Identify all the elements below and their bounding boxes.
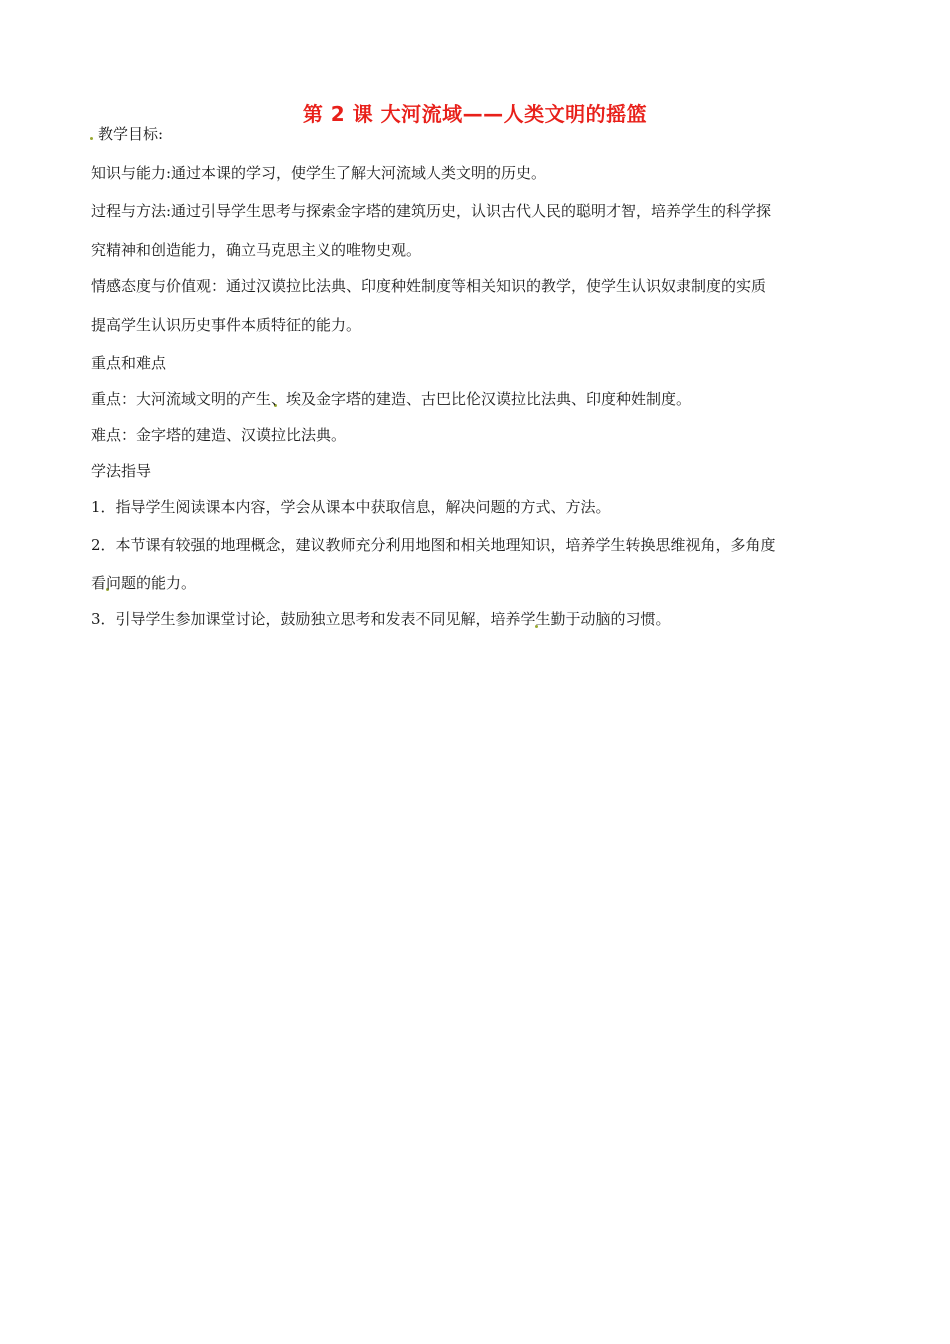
paragraph-attitude-1: 情感态度与价值观：通过汉谟拉比法典、印度种姓制度等相关知识的教学，使学生认识奴隶制度的实质 (91, 277, 767, 295)
section-heading-key-points: 重点和难点 (91, 354, 167, 372)
list-item-1: 1．指导学生阅读课本内容，学会从课本中获取信息，解决问题的方式、方法。 (91, 498, 611, 516)
paragraph-difficulty: 难点：金字塔的建造、汉谟拉比法典。 (91, 426, 347, 444)
document-title: 第 2 课 大河流域——人类文明的摇篮 (302, 102, 648, 126)
paragraph-attitude-2: 提高学生认识历史事件本质特征的能力。 (91, 316, 362, 334)
paragraph-process-1: 过程与方法:通过引导学生思考与探索金字塔的建筑历史，认识古代人民的聪明才智，培养学生的科学探 (91, 202, 772, 220)
section-heading-objectives: 教学目标: (98, 125, 164, 143)
list-item-2-line-1: 2．本节课有较强的地理概念，建议教师充分利用地图和相关地理知识，培养学生转换思维视角，多角度 (91, 536, 776, 554)
list-item-2-line-2: 看问题的能力。 (91, 574, 197, 592)
marker-dot (90, 137, 93, 140)
paragraph-knowledge: 知识与能力:通过本课的学习，使学生了解大河流域人类文明的历史。 (91, 164, 547, 182)
list-item-3: 3．引导学生参加课堂讨论，鼓励独立思考和发表不同见解，培养学生勤于动脑的习惯。 (91, 610, 671, 628)
paragraph-key-point: 重点：大河流域文明的产生、埃及金字塔的建造、古巴比伦汉谟拉比法典、印度种姓制度。 (91, 390, 692, 408)
paragraph-process-2: 究精神和创造能力，确立马克思主义的唯物史观。 (91, 241, 422, 259)
section-heading-method: 学法指导 (91, 462, 152, 480)
